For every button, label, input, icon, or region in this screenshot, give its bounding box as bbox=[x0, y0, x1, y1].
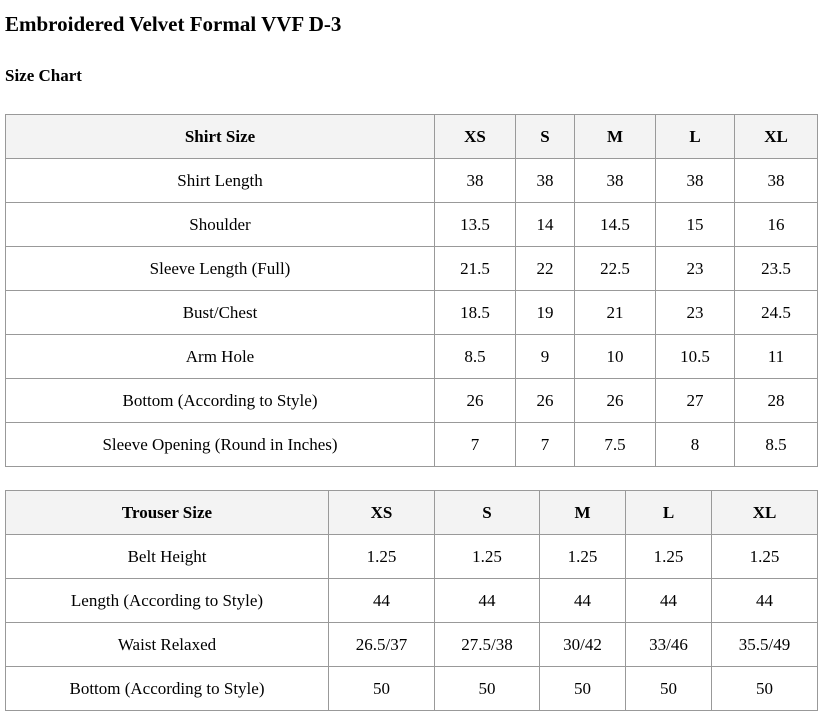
table-row bbox=[6, 423, 818, 467]
table-cell: 23 bbox=[656, 247, 735, 291]
table-cell: 11 bbox=[735, 335, 818, 379]
table-cell: 23.5 bbox=[735, 247, 818, 291]
table-cell: 1.25 bbox=[626, 535, 712, 579]
table-cell: 50 bbox=[435, 667, 540, 711]
row-label: Bottom (According to Style) bbox=[6, 379, 435, 423]
section-title: Size Chart bbox=[5, 66, 82, 85]
table-cell: 1.25 bbox=[435, 535, 540, 579]
row-label: Shoulder bbox=[6, 203, 435, 247]
table-row bbox=[6, 579, 818, 623]
column-header: XS bbox=[435, 115, 516, 159]
shirt-table-head bbox=[6, 115, 818, 159]
table-cell: 44 bbox=[626, 579, 712, 623]
row-label: Belt Height bbox=[6, 535, 329, 579]
table-cell: 10 bbox=[575, 335, 656, 379]
column-header: XS bbox=[329, 491, 435, 535]
table-cell: 38 bbox=[435, 159, 516, 203]
table-cell: 15 bbox=[656, 203, 735, 247]
table-cell: 33/46 bbox=[626, 623, 712, 667]
table-cell: 21 bbox=[575, 291, 656, 335]
table-row bbox=[6, 159, 818, 203]
column-header: L bbox=[656, 115, 735, 159]
row-label: Length (According to Style) bbox=[6, 579, 329, 623]
table-cell: 26 bbox=[516, 379, 575, 423]
table-cell: 18.5 bbox=[435, 291, 516, 335]
trouser-size-table bbox=[5, 490, 818, 711]
column-header: S bbox=[435, 491, 540, 535]
column-header: L bbox=[626, 491, 712, 535]
table-cell: 14.5 bbox=[575, 203, 656, 247]
column-header: M bbox=[540, 491, 626, 535]
table-cell: 44 bbox=[712, 579, 818, 623]
column-header: Trouser Size bbox=[6, 491, 329, 535]
table-row bbox=[6, 667, 818, 711]
row-label: Shirt Length bbox=[6, 159, 435, 203]
table-cell: 26 bbox=[435, 379, 516, 423]
table-row bbox=[6, 379, 818, 423]
column-header: M bbox=[575, 115, 656, 159]
table-cell: 30/42 bbox=[540, 623, 626, 667]
page-title: Embroidered Velvet Formal VVF D-3 bbox=[5, 12, 342, 36]
row-label: Sleeve Opening (Round in Inches) bbox=[6, 423, 435, 467]
table-cell: 9 bbox=[516, 335, 575, 379]
table-cell: 26 bbox=[575, 379, 656, 423]
table-cell: 13.5 bbox=[435, 203, 516, 247]
table-cell: 38 bbox=[735, 159, 818, 203]
table-cell: 44 bbox=[540, 579, 626, 623]
table-cell: 50 bbox=[626, 667, 712, 711]
row-label: Waist Relaxed bbox=[6, 623, 329, 667]
table-cell: 28 bbox=[735, 379, 818, 423]
table-cell: 16 bbox=[735, 203, 818, 247]
table-cell: 10.5 bbox=[656, 335, 735, 379]
table-cell: 50 bbox=[712, 667, 818, 711]
table-row bbox=[6, 623, 818, 667]
table-cell: 1.25 bbox=[329, 535, 435, 579]
table-cell: 27 bbox=[656, 379, 735, 423]
table-row bbox=[6, 335, 818, 379]
table-cell: 50 bbox=[329, 667, 435, 711]
table-cell: 8 bbox=[656, 423, 735, 467]
row-label: Sleeve Length (Full) bbox=[6, 247, 435, 291]
row-label: Arm Hole bbox=[6, 335, 435, 379]
column-header: Shirt Size bbox=[6, 115, 435, 159]
table-cell: 35.5/49 bbox=[712, 623, 818, 667]
table-header-row bbox=[6, 115, 818, 159]
shirt-size-table bbox=[5, 114, 818, 467]
trouser-table-body bbox=[6, 535, 818, 711]
table-cell: 14 bbox=[516, 203, 575, 247]
table-cell: 44 bbox=[435, 579, 540, 623]
column-header: XL bbox=[735, 115, 818, 159]
table-cell: 22 bbox=[516, 247, 575, 291]
table-cell: 38 bbox=[516, 159, 575, 203]
table-cell: 21.5 bbox=[435, 247, 516, 291]
table-cell: 38 bbox=[656, 159, 735, 203]
row-label: Bottom (According to Style) bbox=[6, 667, 329, 711]
table-cell: 8.5 bbox=[735, 423, 818, 467]
table-cell: 19 bbox=[516, 291, 575, 335]
shirt-table-body bbox=[6, 159, 818, 467]
table-cell: 44 bbox=[329, 579, 435, 623]
table-cell: 1.25 bbox=[540, 535, 626, 579]
table-cell: 23 bbox=[656, 291, 735, 335]
table-cell: 38 bbox=[575, 159, 656, 203]
table-cell: 7.5 bbox=[575, 423, 656, 467]
column-header: XL bbox=[712, 491, 818, 535]
table-cell: 26.5/37 bbox=[329, 623, 435, 667]
table-cell: 7 bbox=[435, 423, 516, 467]
table-row bbox=[6, 203, 818, 247]
row-label: Bust/Chest bbox=[6, 291, 435, 335]
table-row bbox=[6, 291, 818, 335]
table-cell: 8.5 bbox=[435, 335, 516, 379]
trouser-table-head bbox=[6, 491, 818, 535]
table-cell: 22.5 bbox=[575, 247, 656, 291]
column-header: S bbox=[516, 115, 575, 159]
table-cell: 24.5 bbox=[735, 291, 818, 335]
table-row bbox=[6, 535, 818, 579]
table-cell: 1.25 bbox=[712, 535, 818, 579]
table-cell: 50 bbox=[540, 667, 626, 711]
table-cell: 7 bbox=[516, 423, 575, 467]
table-header-row bbox=[6, 491, 818, 535]
table-row bbox=[6, 247, 818, 291]
table-cell: 27.5/38 bbox=[435, 623, 540, 667]
